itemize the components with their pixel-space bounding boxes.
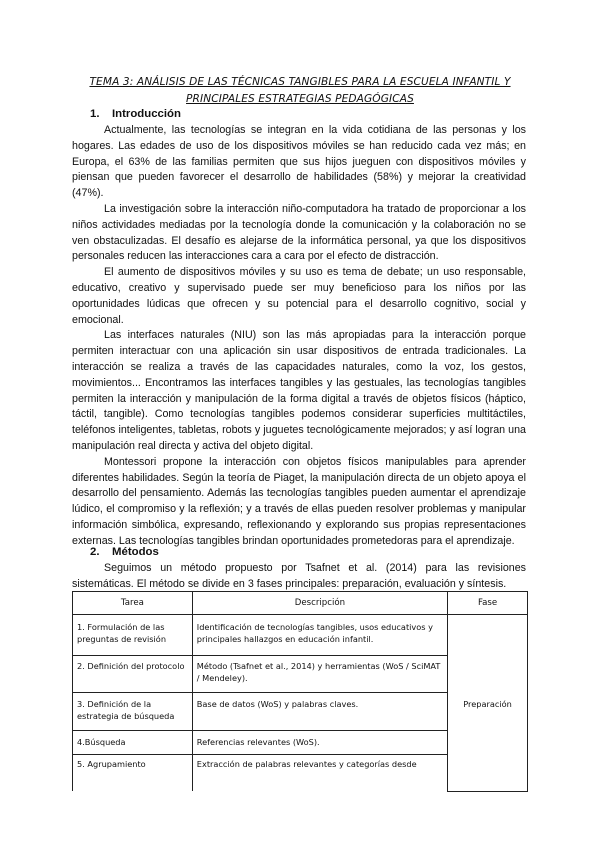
methods-table (72, 591, 528, 792)
cell-descripcion: Identificación de tecnologías tangibles, usos educativos y principales hallazgos en educación infantil. (192, 615, 447, 656)
section-heading-intro (90, 108, 181, 120)
cell-tarea: 1. Formulación de las preguntas de revisión (73, 615, 193, 656)
cell-descripcion: Extracción de palabras relevantes y categorías desde (192, 755, 447, 792)
paragraph: Seguimos un método propuesto por Tsafnet et al. (2014) para las revisiones sistemáticas. El método se divide en 3 fases principales: preparación, evaluación y síntesis. (72, 562, 526, 590)
intro-body (72, 123, 526, 550)
paragraph: El aumento de dispositivos móviles y su uso es tema de debate; un uso responsable, educativo, creativo y supervisado puede ser muy beneficioso para los niños por las oportunidades lúdicas que ofrecen y su potencial para el desarrollo cognitivo, social y emocional. (72, 266, 526, 326)
paragraph: Montessori propone la interacción con objetos físicos manipulables para aprender diferentes habilidades. Según la teoría de Piaget, la manipulación directa de un objeto apoya el desarrollo del pensamiento. Además las tecnologías tangibles pueden aumentar el aprendizaje lúdico, el compromiso y la reflexión; y a través de ellas pueden resolver problemas y manipular información simbólica, expresando, reflexionando y explorando sus propias representaciones externas. Las tecnologías tangibles brindan oportunidades prometedoras para el aprendizaje. (72, 455, 526, 547)
document-title: TEMA 3: ANÁLISIS DE LAS TÉCNICAS TANGIBLES PARA LA ESCUELA INFANTIL Y PRINCIPALES ESTRATEGIAS PEDAGÓGICAS (89, 76, 511, 105)
table-row (73, 615, 528, 656)
cell-tarea: 3. Definición de la estrategia de búsqueda (73, 693, 193, 731)
paragraph: Las interfaces naturales (NIU) son las más apropiadas para la interacción porque permiten interactuar con una aplicación sin usar dispositivos de entrada tradicionales. La interacción se realiza a través de las capacidades naturales, como la voz, los gestos, movimientos... Encontramos las interfaces tangibles y las gestuales, las tecnologías tangibles permiten la interacción y manipulación de la forma digital a través de objetos físicos (háptico, táctil, tangible). Como tecnologías tangibles podemos considerar superficies multitáctiles, teléfonos inteligentes, tabletas, robots y juguetes tecnológicamente mejorados; y así logran una manipulación real directa y activa del objeto digital. (72, 329, 526, 452)
column-header: Tarea (73, 592, 193, 615)
cell-descripcion: Base de datos (WoS) y palabras claves. (192, 693, 447, 731)
section-title: Introducción (112, 108, 181, 120)
section-number: 2. (90, 546, 100, 558)
section-heading-methods (90, 546, 159, 558)
table-header-row (73, 592, 528, 615)
cell-tarea: 4.Búsqueda (73, 731, 193, 755)
cell-descripcion: Método (Tsafnet et al., 2014) y herramientas (WoS / SciMAT / Mendeley). (192, 656, 447, 693)
section-title: Métodos (112, 546, 159, 558)
paragraph: Actualmente, las tecnologías se integran en la vida cotidiana de las personas y los hogares. Las edades de uso de los dispositivos móviles se han reducido cada vez más; en Europa, el 63% de las familias permiten que sus hijos jueguen con dispositivos móviles y piensan que pueden favorecer el desarrollo de habilidades (58%) y mejorar la creatividad (47%). (72, 124, 526, 200)
cell-tarea: 2. Definición del protocolo (73, 656, 193, 693)
cell-descripcion: Referencias relevantes (WoS). (192, 731, 447, 755)
paragraph: La investigación sobre la interacción niño-computadora ha tratado de proporcionar a los niños actividades mediadas por la tecnología donde la comunicación y la colaboración no se ven obstaculizadas. El desafío es alejarse de la informática personal, ya que los dispositivos personales reducen las interacciones cara a cara por el efecto de distracción. (72, 202, 526, 263)
cell-tarea: 5. Agrupamiento (73, 755, 193, 792)
column-header: Fase (448, 592, 528, 615)
column-header: Descripción (192, 592, 447, 615)
cell-fase: Preparación (448, 615, 528, 792)
section-number: 1. (90, 108, 100, 120)
methods-body (72, 561, 526, 593)
